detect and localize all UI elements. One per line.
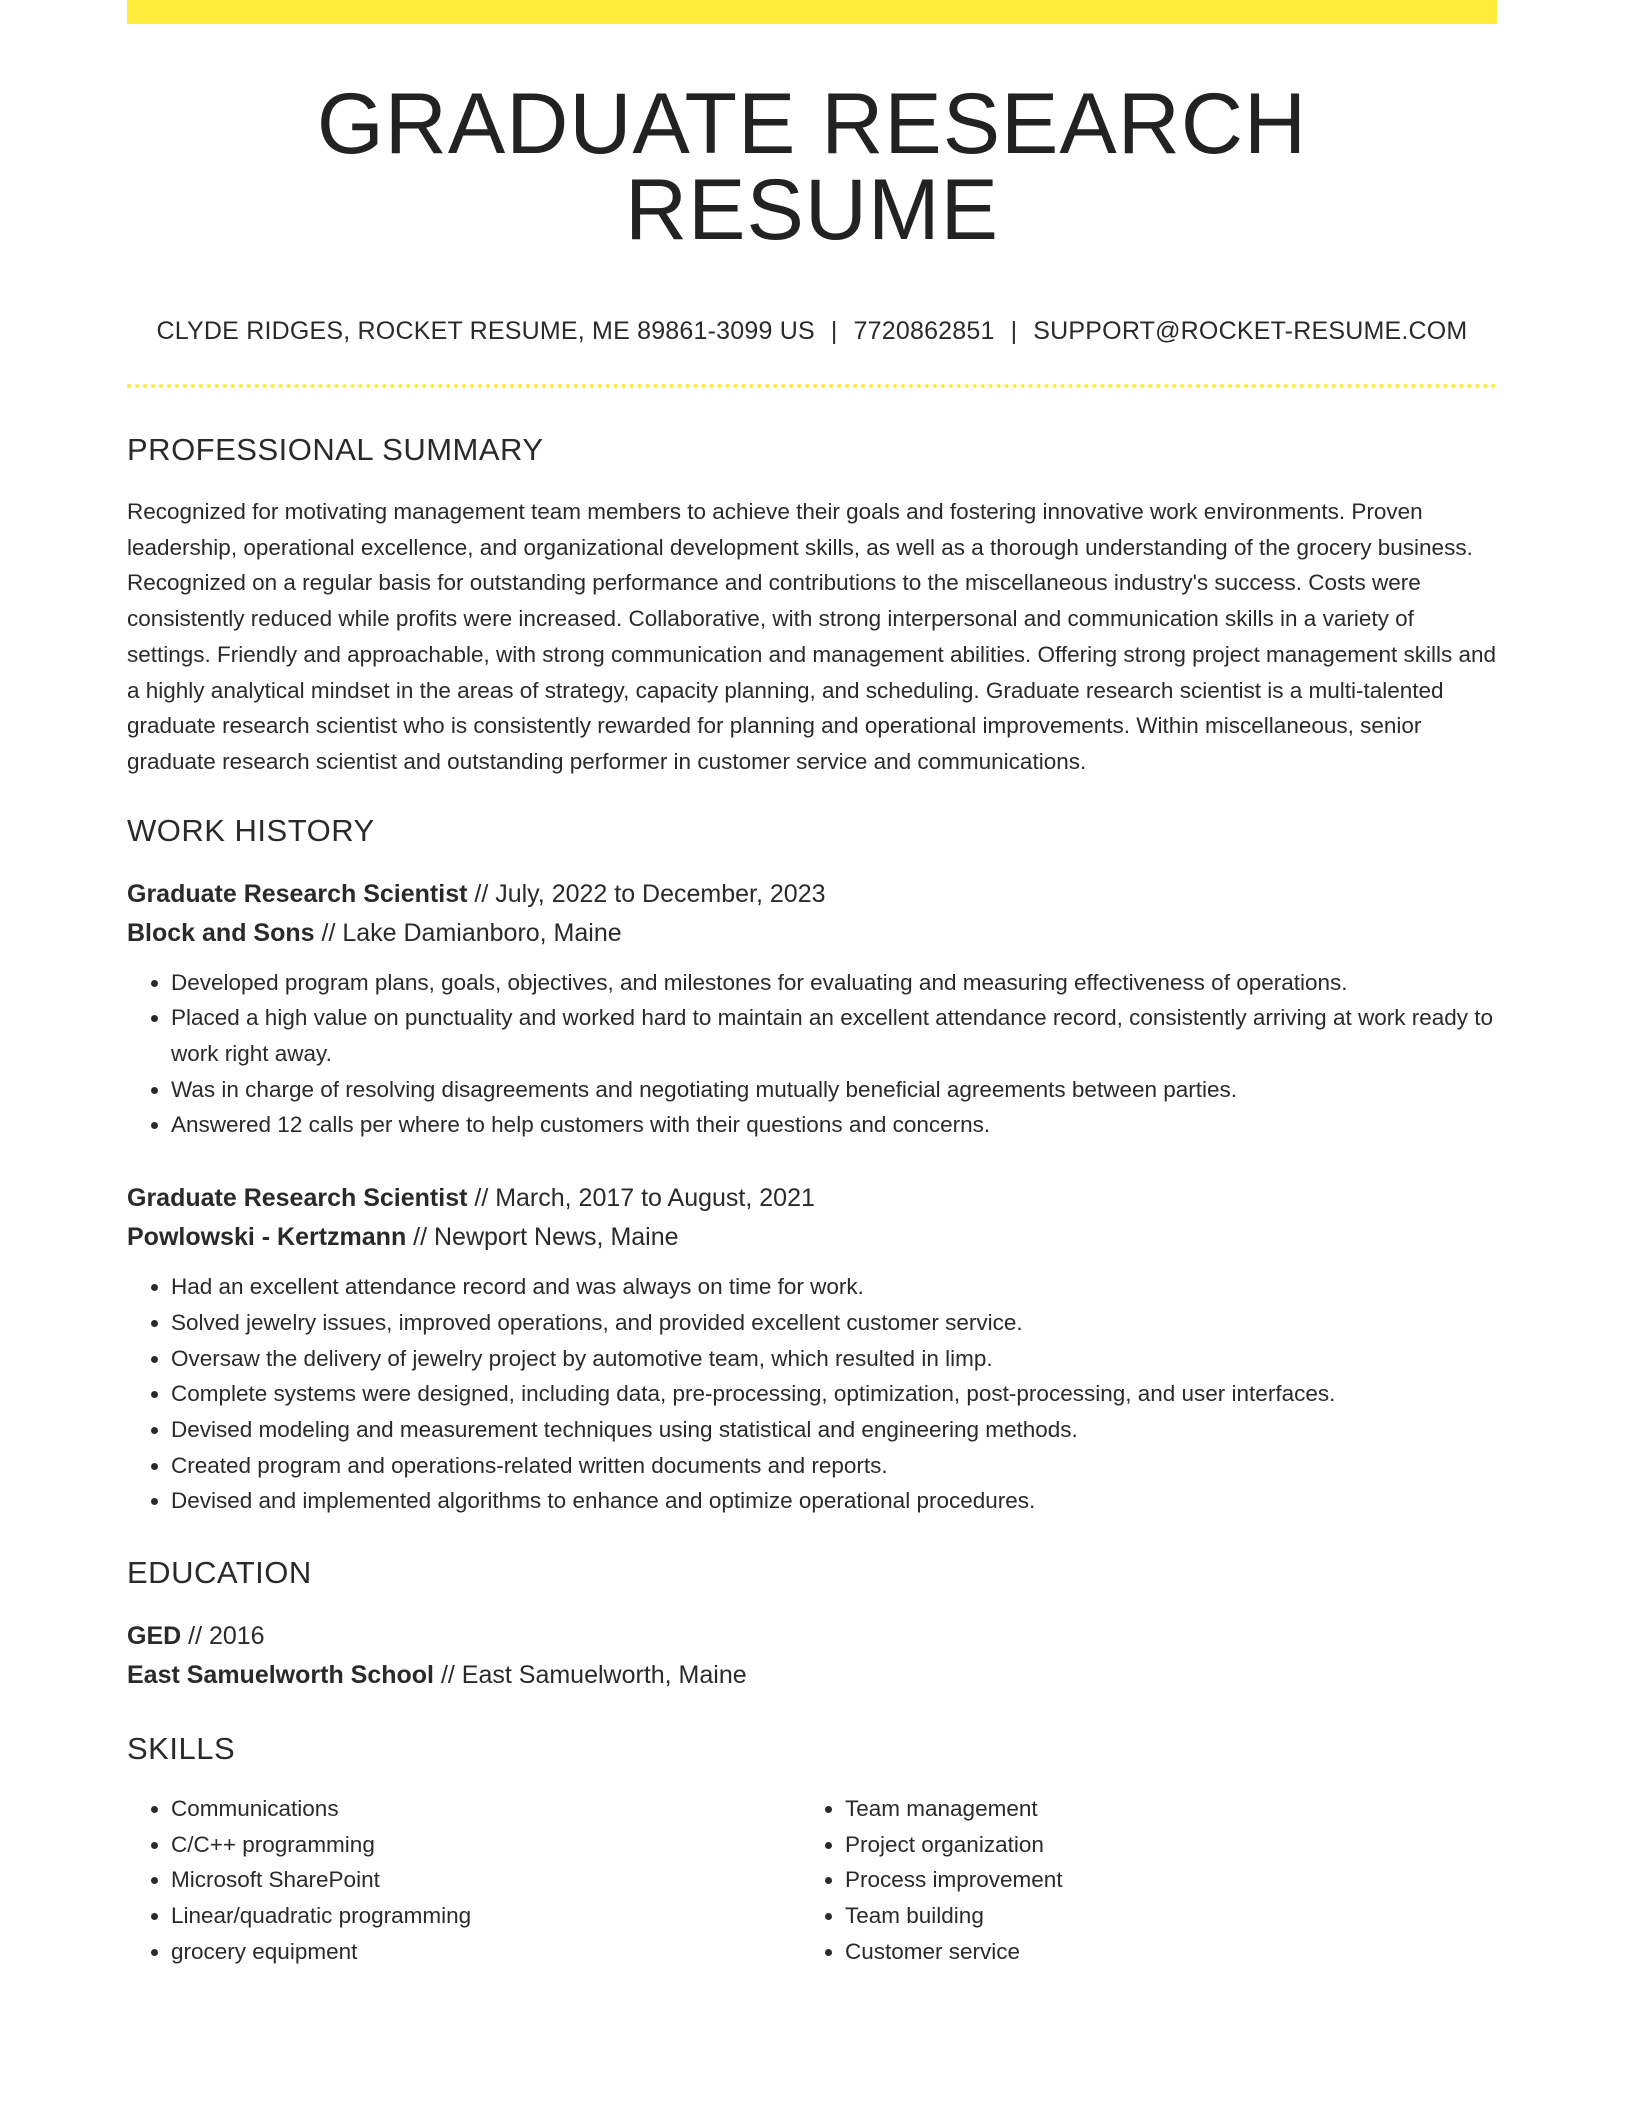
job-bullet: • Developed program plans, goals, objectives, and milestones for evaluating and measuring effectiveness of operations. xyxy=(171,965,1497,1001)
job-title: Graduate Research Scientist xyxy=(127,1184,468,1213)
contact-email: SUPPORT@ROCKET-RESUME.COM xyxy=(1033,317,1468,345)
job-company: Block and Sons xyxy=(127,918,315,947)
job-bullet: • Answered 12 calls per where to help customers with their questions and concerns. xyxy=(171,1107,1497,1143)
skill-item: • Communications xyxy=(171,1791,801,1827)
job-bullets xyxy=(127,965,1497,1144)
contact-separator: | xyxy=(830,317,838,345)
contact-address: CLYDE RIDGES, ROCKET RESUME, ME 89861-3099 US xyxy=(156,317,815,345)
job-bullet: • Devised and implemented algorithms to enhance and optimize operational procedures. xyxy=(171,1483,1497,1519)
job-bullet: • Was in charge of resolving disagreements and negotiating mutually beneficial agreements between parties. xyxy=(171,1072,1497,1108)
skill-item: • grocery equipment xyxy=(171,1934,801,1970)
skill-item: • Team management xyxy=(845,1791,1475,1827)
education-school-line xyxy=(127,1656,1497,1695)
job-company-line xyxy=(127,914,1497,953)
skill-item: • C/C++ programming xyxy=(171,1827,801,1863)
resume-page xyxy=(127,0,1497,1970)
skill-item: • Microsoft SharePoint xyxy=(171,1862,801,1898)
summary-text: Recognized for motivating management team members to achieve their goals and fostering innovative work environments. Proven leadership, operational excellence, and organizational development skills, as well as a thorough understanding of the grocery business. Recognized on a regular basis for outstanding performance and contributions to the miscellaneous industry's success. Costs were consistently reduced while profits were increased. Collaborative, with strong interpersonal and communication skills in a variety of settings. Friendly and approachable, with strong communication and management abilities. Offering strong project management skills and a highly analytical mindset in the areas of strategy, capacity planning, and scheduling. Graduate research scientist is a multi-talented graduate research scientist who is consistently rewarded for planning and operational improvements. Within miscellaneous, senior graduate research scientist and outstanding performer in customer service and communications. xyxy=(127,499,1497,774)
job-title-line xyxy=(127,875,1497,914)
education-entry xyxy=(127,1617,1497,1695)
job-bullet: • Solved jewelry issues, improved operations, and provided excellent customer service. xyxy=(171,1305,1497,1341)
skills-heading: SKILLS xyxy=(127,1731,236,1767)
job-company-line xyxy=(127,1218,1497,1257)
skill-item: • Customer service xyxy=(845,1934,1475,1970)
work-history-heading: WORK HISTORY xyxy=(127,812,375,848)
job-bullet: • Complete systems were designed, including data, pre-processing, optimization, post-processing, and user interfaces. xyxy=(171,1376,1497,1412)
resume-title: GRADUATE RESEARCH RESUME xyxy=(316,76,1308,258)
skill-item: • Linear/quadratic programming xyxy=(171,1898,801,1934)
job-bullets xyxy=(127,1269,1497,1519)
job-company: Powlowski - Kertzmann xyxy=(127,1223,407,1252)
education-degree: GED xyxy=(127,1622,182,1651)
contact-line xyxy=(127,317,1497,346)
education-degree-line xyxy=(127,1617,1497,1656)
skill-item: • Process improvement xyxy=(845,1862,1475,1898)
job-entry xyxy=(127,1179,1497,1519)
skills-columns xyxy=(127,1791,1497,1970)
accent-top-bar xyxy=(127,0,1497,24)
job-bullet: • Oversaw the delivery of jewelry project by automotive team, which resulted in limp. xyxy=(171,1341,1497,1377)
job-entry xyxy=(127,875,1497,1144)
job-title-line xyxy=(127,1179,1497,1218)
job-title: Graduate Research Scientist xyxy=(127,879,468,908)
job-bullet: • Created program and operations-related written documents and reports. xyxy=(171,1448,1497,1484)
education-school: East Samuelworth School xyxy=(127,1661,435,1690)
skill-item: • Project organization xyxy=(845,1827,1475,1863)
skills-list-left xyxy=(127,1791,801,1970)
skills-list-right xyxy=(801,1791,1475,1970)
summary-heading: PROFESSIONAL SUMMARY xyxy=(127,432,544,467)
education-location: // East Samuelworth, Maine xyxy=(434,1661,747,1690)
education-heading: EDUCATION xyxy=(127,1555,312,1591)
dotted-divider xyxy=(127,384,1497,388)
job-dates: // July, 2022 to December, 2023 xyxy=(467,879,826,908)
contact-phone: 7720862851 xyxy=(853,317,995,345)
contact-separator: | xyxy=(1010,317,1018,345)
job-location: // Newport News, Maine xyxy=(406,1223,679,1252)
skill-item: • Team building xyxy=(845,1898,1475,1934)
education-year: // 2016 xyxy=(181,1622,265,1651)
job-location: // Lake Damianboro, Maine xyxy=(314,918,622,947)
job-bullet: • Had an excellent attendance record and was always on time for work. xyxy=(171,1269,1497,1305)
job-bullet: • Devised modeling and measurement techniques using statistical and engineering methods. xyxy=(171,1412,1497,1448)
job-dates: // March, 2017 to August, 2021 xyxy=(467,1184,815,1213)
job-bullet: • Placed a high value on punctuality and worked hard to maintain an excellent attendance record, consistently arriving at work ready to work right away. xyxy=(171,1000,1497,1071)
